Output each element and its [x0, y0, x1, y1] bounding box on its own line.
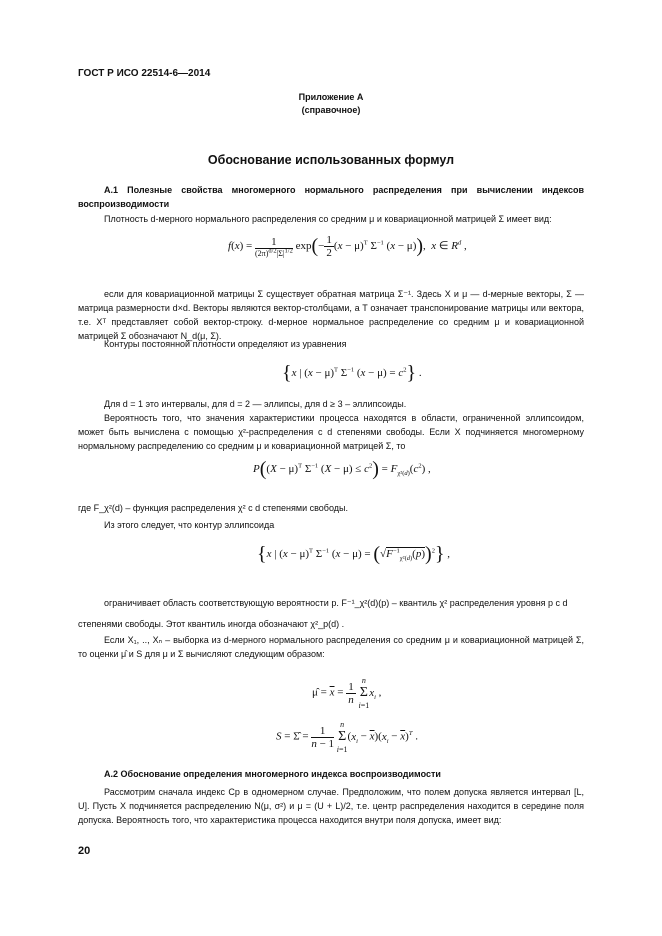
paragraph-quantile-notation: степенями свободы. Этот квантиль иногда обозначают χ²_p(d) . [78, 619, 345, 629]
paragraph-quantile: ограничивает область соответствующую вероятности p. F⁻¹_χ²(d)(p) – квантиль χ² распределения уровня p с d [104, 598, 568, 608]
paragraph-distribution-function: где F_χ²(d) – функция распределения χ² с d степенями свободы. [78, 503, 348, 513]
formula-covariance-estimate: S = Σ̂ = $\frac{1}{n - 1}$ n Σ i=1 $(x_i - \overline{x})(x_i - \overline{x})^T$ . [276, 720, 418, 754]
main-title: Обоснование использованных формул [207, 153, 455, 167]
page-number: 20 [78, 845, 91, 857]
paragraph-cp-index: Рассмотрим сначала индекс Cp в одномерном случае. Предположим, что полем допуска является интервал [L, U]. Пусть X подчиняется распределению N(μ, σ²) и μ = (U + L)/2, т.е. центр распределения находится в середине поля допуска. Вероятность того, что характеристика процесса находится внутри поля допуска, имеет вид: [78, 787, 584, 825]
paragraph-density-intro: Плотность d-мерного нормального распределения со средним μ и ковариационной матрицей Σ имеет вид: [104, 214, 552, 224]
paragraph-dimensions: Для d = 1 это интервалы, для d = 2 — эллипсы, для d ≥ 3 – эллипсоиды. [104, 399, 407, 409]
formula-density: f(x) = $\frac{1}{(2\pi)^{d/2}|\Sigma|^{1/2}}$ exp(− $\frac{1}{2}$ $(x - \mu)^T$ $\Sigma^{-1}$ (x − μ)), x ∈ $R^d$ , [228, 234, 467, 259]
formula-contour: {x | $(x - \mu)^T$ $\Sigma^{-1}$ $(x - \mu) = c^2$} . [282, 362, 422, 384]
paragraph-ellipsoid: Из этого следует, что контур эллипсоида [104, 520, 275, 530]
formula-ellipsoid: {x | $(x - \mu)^T$ $\Sigma^{-1}$ $(x - \mu) = (√F^{-1}_{\chi^2(d)}(p))^2$} , [257, 543, 451, 565]
document-id: ГОСТ Р ИСО 22514-6—2014 [78, 68, 211, 79]
paragraph-probability: Вероятность того, что значения характеристики процесса находятся в области, ограниченной эллипсоидом, может быть вычислена с помощью χ²-распределения с d степенями свободы. Если X подчиняется многомерному нормальному распределению со средним μ и ковариационной матрицей Σ, то [78, 413, 584, 451]
section-a1-heading: А.1 Полезные свойства многомерного нормального распределения при вычислении индексов воспроизводимости [78, 185, 584, 209]
paragraph-contours: Контуры постоянной плотности определяют из уравнения [104, 339, 347, 349]
section-a2-heading: А.2 Обоснование определения многомерного индекса воспроизводимости [104, 769, 441, 779]
formula-probability: $P((X - \mu)^T$ $\Sigma^{-1}$ $(X - \mu) \le c^2) = F_{\chi^2(d)}(c^2)$ , [253, 458, 431, 480]
appendix-title: Приложение А [298, 92, 364, 102]
appendix-subtitle: (справочное) [301, 105, 361, 115]
paragraph-sample: Если X₁, .., Xₙ – выборка из d-мерного нормального распределения со средним μ и ковариационной матрицей Σ, то оценки μ̂ и S для μ и Σ вычисляют следующим образом: [78, 635, 584, 659]
paragraph-inverse-matrix: если для ковариационной матрицы Σ существует обратная матрица Σ⁻¹. Здесь X и μ — d-мерные векторы, Σ — матрица размерности d×d. Векторы являются вектор-столбцами, а T означает транспонирование матрицы или вектора, т.е. Xᵀ представляет собой вектор-строку. d-мерное нормальное распределение со средним μ и ковариационной матрицей Σ обозначают N_d(μ, Σ). [78, 289, 584, 341]
formula-mean-estimate: μ̂ = $\overline{x}$ = $\frac{1}{n}$ n Σ i=1 $x_i$ , [312, 676, 382, 710]
